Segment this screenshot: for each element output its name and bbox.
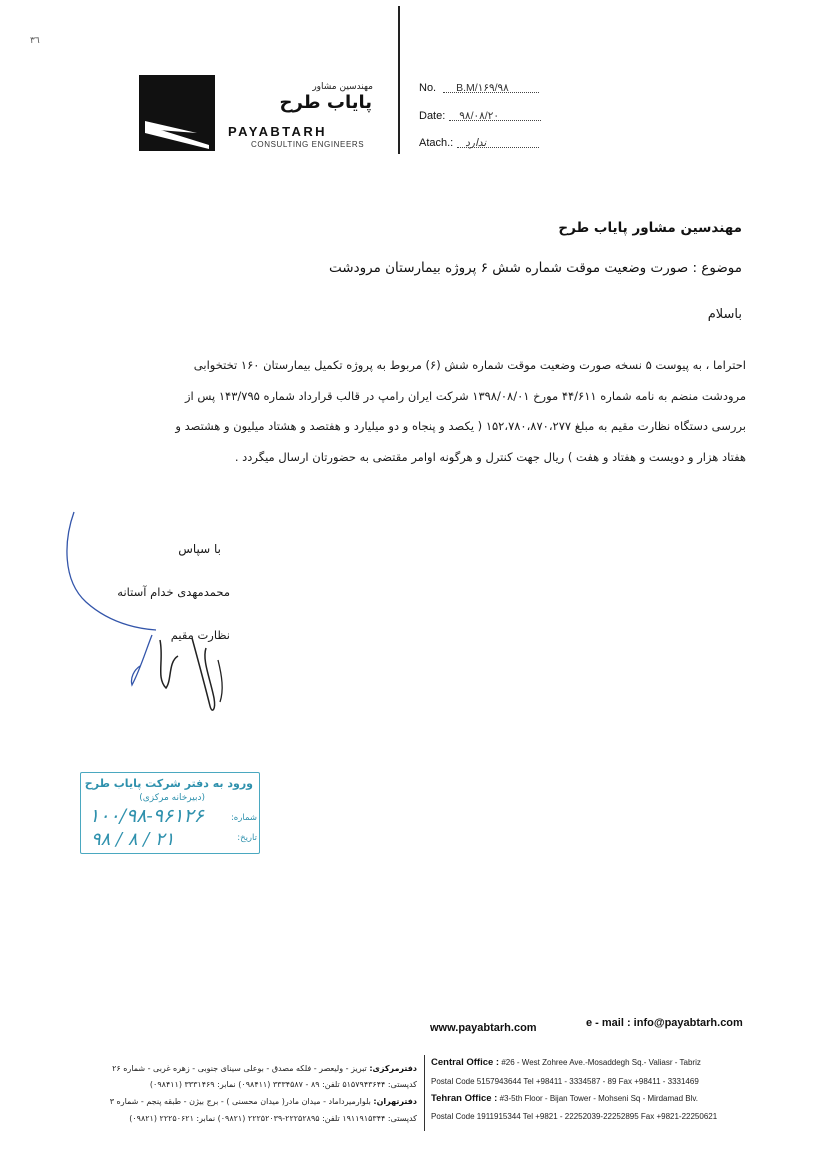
body-line: مرودشت منضم به نامه شماره ۴۴/۶۱۱ مورخ ۱۳۹۸/۰۸/۰۱ شرکت ایران رامپ در قالب قرارداد شماره ۱۴۳/۷۹۵ پس از [184,388,746,403]
company-logo-icon [139,75,215,151]
recipient: مهندسین مشاور پایاب طرح [558,220,742,236]
logo-en-name: PAYABTARH [228,124,327,139]
signer-title: نظارت مقیم [170,628,230,642]
logo-en-sub: CONSULTING ENGINEERS [251,140,365,149]
footer-divider [424,1055,425,1131]
website-link[interactable]: www.payabtarh.com [430,1022,537,1034]
central-office-en-contact: Postal Code 5157943644 Tel +98411 - 3334587 - 89 Fax +98411 - 3331469 [431,1077,699,1086]
tehran-office-en: Tehran Office : #3-5th Floor - Bijan Tower - Mohseni Sq - Mirdamad Blv. [431,1093,699,1104]
signer-name: محمدمهدی خدام آستانه [117,585,230,599]
greeting: باسلام [707,307,742,322]
tehran-office-en-contact: Postal Code 1911915344 Tel +9821 - 22252039-22252895 Fax +9821-22250621 [431,1112,718,1121]
stamp-date-value: ۹۸ / ۸ / ۲۱ [91,829,175,850]
logo-fa-small: مهندسین مشاور [312,82,373,92]
header-divider [398,6,400,154]
stamp-number-value: ۱۰۰/۹۸-۹۶۱۲۶ [89,805,204,827]
letter-attachment: Atach.: ندارد [419,137,544,149]
registration-stamp [80,772,260,854]
closing: با سپاس [178,542,221,556]
signature-icon [60,510,230,724]
central-office-en: Central Office : #26 - West Zohree Ave.-Mosaddegh Sq.- Valiasr - Tabriz [431,1057,701,1068]
stamp-number-label: شماره: [230,813,257,823]
subject: موضوع : صورت وضعیت موقت شماره شش ۶ پروژه بیمارستان مرودشت [329,260,742,276]
letter-body [66,350,746,472]
stamp-date-label: تاریخ: [237,833,257,843]
letter-number: No. B.M/۱۶۹/۹۸ [419,82,544,94]
body-line: هفتاد هزار و دویست و هفتاد و هفت ) ریال جهت کنترل و هرگونه اوامر مقتضی به حضورتان ارسال میگردد . [234,449,746,464]
central-office-fa-contact: کدپستی: ۵۱۵۷۹۴۳۶۴۴ تلفن: ۸۹ - ۳۳۳۴۵۸۷ (۰۹۸۴۱۱) نمابر: ۳۳۳۱۴۶۹ (۰۹۸۴۱۱) [149,1080,417,1089]
corner-mark: ٣٦ [30,36,40,46]
tehran-office-fa: دفترتهران: بلوارمیرداماد - میدان مادر( میدان محسنی ) - برج بیژن - طبقه پنجم - شماره ۳ [109,1097,417,1106]
logo-fa-name: پایاب طرح [279,92,372,113]
letter-date: Date: ۹۸/۰۸/۲۰ [419,110,544,122]
tehran-office-fa-contact: کدپستی: ۱۹۱۱۹۱۵۳۴۴ تلفن: ۲۲۲۵۲۸۹۵-۲۲۲۵۲۰۳۹ (۰۹۸۲۱) نمابر: ۲۲۲۵۰۶۲۱ (۰۹۸۲۱) [129,1114,417,1123]
body-line: بررسی دستگاه نظارت مقیم به مبلغ ۱۵۲،۷۸۰،۸۷۰،۲۷۷ ( یکصد و پنجاه و دو میلیارد و هفتصد و هشتاد میلیون و هشتصد و [175,419,746,433]
email-link[interactable]: e - mail : info@payabtarh.com [586,1017,743,1029]
central-office-fa: دفترمرکزی: تبریز - ولیعصر - فلکه مصدق - بوعلی سینای جنوبی - زهره غربی - شماره ۲۶ [112,1064,417,1073]
stamp-title: ورود به دفتر شرکت پایاب طرح [84,777,253,790]
body-line: احتراما ، به پیوست ۵ نسخه صورت وضعیت موقت شماره شش (۶) مربوط به پروژه تکمیل بیمارستان ۱۶۰ تختخوابی [193,358,746,372]
stamp-subtitle: (دبیرخانه مرکزی) [139,793,205,803]
